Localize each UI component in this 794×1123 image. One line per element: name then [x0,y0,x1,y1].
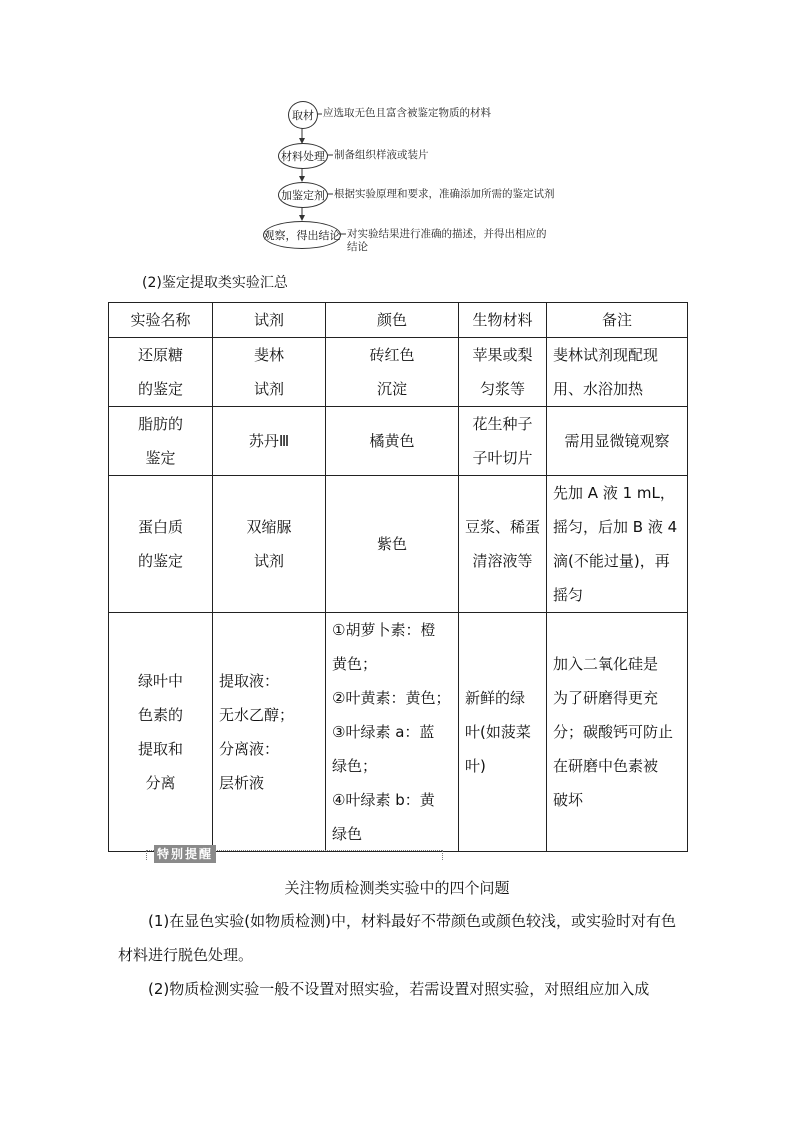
cell-line: 的鉴定 [137,552,183,570]
cell-line: ④叶绿素 b：黄 [332,791,435,809]
remark-cell [547,613,688,852]
header-cell: 实验名称 [109,303,213,338]
header-cell: 颜色 [326,303,459,338]
flow-note-line: 结论 [347,241,368,253]
table-row [109,338,688,407]
cell-line: 新鲜的绿 [465,689,526,707]
color-cell [326,613,459,852]
remark-cell [547,407,688,476]
color-cell [326,407,459,476]
cell-line: 黄色； [332,655,378,673]
cell-line: 需用显微镜观察 [564,432,670,450]
flow-note-observe [347,228,547,254]
cell-line: ③叶绿素 a：蓝 [332,723,435,741]
procedure-flow-diagram [0,0,794,270]
flow-node-observe [263,221,341,249]
flow-note-add-reagent [334,188,555,201]
cell-line: 脂肪的 [137,415,183,433]
cell-line: 苏丹Ⅲ [248,432,290,450]
cell-line: 先加 A 液 1 mL， [553,484,675,502]
material-cell [459,338,547,407]
table-row [109,407,688,476]
paragraph: (1)在显色实验(如物质检测)中，材料最好不带颜色或颜色较浅，或实验时对有色材料进行脱色处理。 [118,912,676,964]
reagent-cell [213,476,326,613]
cell-line: 分离 [145,774,176,792]
cell-line: ①胡萝卜素：橙 [332,621,436,639]
cell-line: 子叶切片 [472,449,533,467]
cell-line: 叶(如菠菜 [465,723,531,741]
cell-line: 的鉴定 [137,380,183,398]
cell-line: 沉淀 [376,380,407,398]
flow-node-label: 材料处理 [281,150,325,163]
color-cell [326,338,459,407]
cell-line: 豆浆、稀蛋 [465,518,541,536]
cell-line: 还原糖 [137,346,183,364]
flow-note-sampling [323,107,491,120]
cell-line: 在研磨中色素被 [553,757,659,775]
section-heading: (2)鉴定提取类实验汇总 [142,275,288,291]
cell-line: 砖红色 [369,346,415,364]
cell-line: 加入二氧化硅是 [553,655,659,673]
flow-note-line: 对实验结果进行准确的描述，并得出相应的 [347,228,547,240]
flow-node-processing [278,143,328,169]
experiment-name-cell [109,407,213,476]
cell-line: 蛋白质 [137,518,183,536]
reagent-cell [213,407,326,476]
remark-cell [547,338,688,407]
paragraph: (2)物质检测实验一般不设置对照实验，若需设置对照实验，对照组应加入成 [148,980,650,998]
cell-line: 绿叶中 [137,672,183,690]
cell-line: 紫色 [376,535,407,553]
reagent-cell [213,613,326,852]
cell-line: 匀浆等 [480,380,526,398]
cell-line: 层析液 [219,774,265,792]
cell-line: 摇匀 [553,586,584,604]
cell-line: 试剂 [253,380,284,398]
flow-node-label: 观察，得出结论 [263,229,341,242]
flow-node-label: 取材 [292,109,314,122]
experiment-name-cell [109,613,213,852]
header-cell: 备注 [547,303,688,338]
reminder-title: 关注物质检测类实验中的四个问题 [284,879,510,897]
cell-line: 鉴定 [145,449,176,467]
cell-line: 提取和 [137,740,183,758]
flow-note-line: 应选取无色且富含被鉴定物质的材料 [323,107,491,119]
cell-line: 摇匀，后加 B 液 4 [553,518,678,536]
experiment-name-cell [109,338,213,407]
experiment-name-cell [109,476,213,613]
experiment-summary-table [108,302,688,852]
cell-line: 苹果或梨 [472,346,533,364]
header-cell: 生物材料 [459,303,547,338]
material-cell [459,476,547,613]
header-cell: 试剂 [213,303,326,338]
cell-line: 分；碳酸钙可防止 [553,723,674,741]
cell-line: 分离液： [219,740,280,758]
cell-line: 提取液： [219,672,280,690]
cell-line: 绿色 [332,825,363,843]
cell-line: 用、水浴加热 [553,380,644,398]
cell-line: 滴(不能过量)，再 [553,552,670,570]
remark-cell [547,476,688,613]
cell-line: 绿色； [332,757,378,775]
flow-note-processing [334,149,429,162]
cell-line: ②叶黄素：黄色； [332,689,451,707]
cell-line: 无水乙醇； [219,706,295,724]
material-cell [459,613,547,852]
cell-line: 破坏 [553,791,584,809]
table-row [109,476,688,613]
reminder-frame-right [442,850,443,860]
reagent-cell [213,338,326,407]
cell-line: 试剂 [253,552,284,570]
reminder-tag: 特别提醒 [154,845,216,863]
table-header-row [109,303,688,338]
table-row [109,613,688,852]
flow-node-add-reagent [278,182,328,208]
cell-line: 斐林试剂现配现 [553,346,659,364]
cell-line: 花生种子 [472,415,533,433]
cell-line: 斐林 [253,346,284,364]
cell-line: 双缩脲 [246,518,292,536]
cell-line: 为了研磨得更充 [553,689,659,707]
flow-node-sampling [288,101,318,129]
flow-note-line: 制备组织样液或装片 [334,149,429,161]
material-cell [459,407,547,476]
reminder-frame-left [146,850,147,860]
cell-line: 色素的 [137,706,183,724]
cell-line: 橘黄色 [369,432,415,450]
flow-note-line: 根据实验原理和要求，准确添加所需的鉴定试剂 [334,188,555,200]
cell-line: 清溶液等 [472,552,533,570]
color-cell [326,476,459,613]
cell-line: 叶) [465,757,486,775]
flow-node-label: 加鉴定剂 [281,189,325,202]
